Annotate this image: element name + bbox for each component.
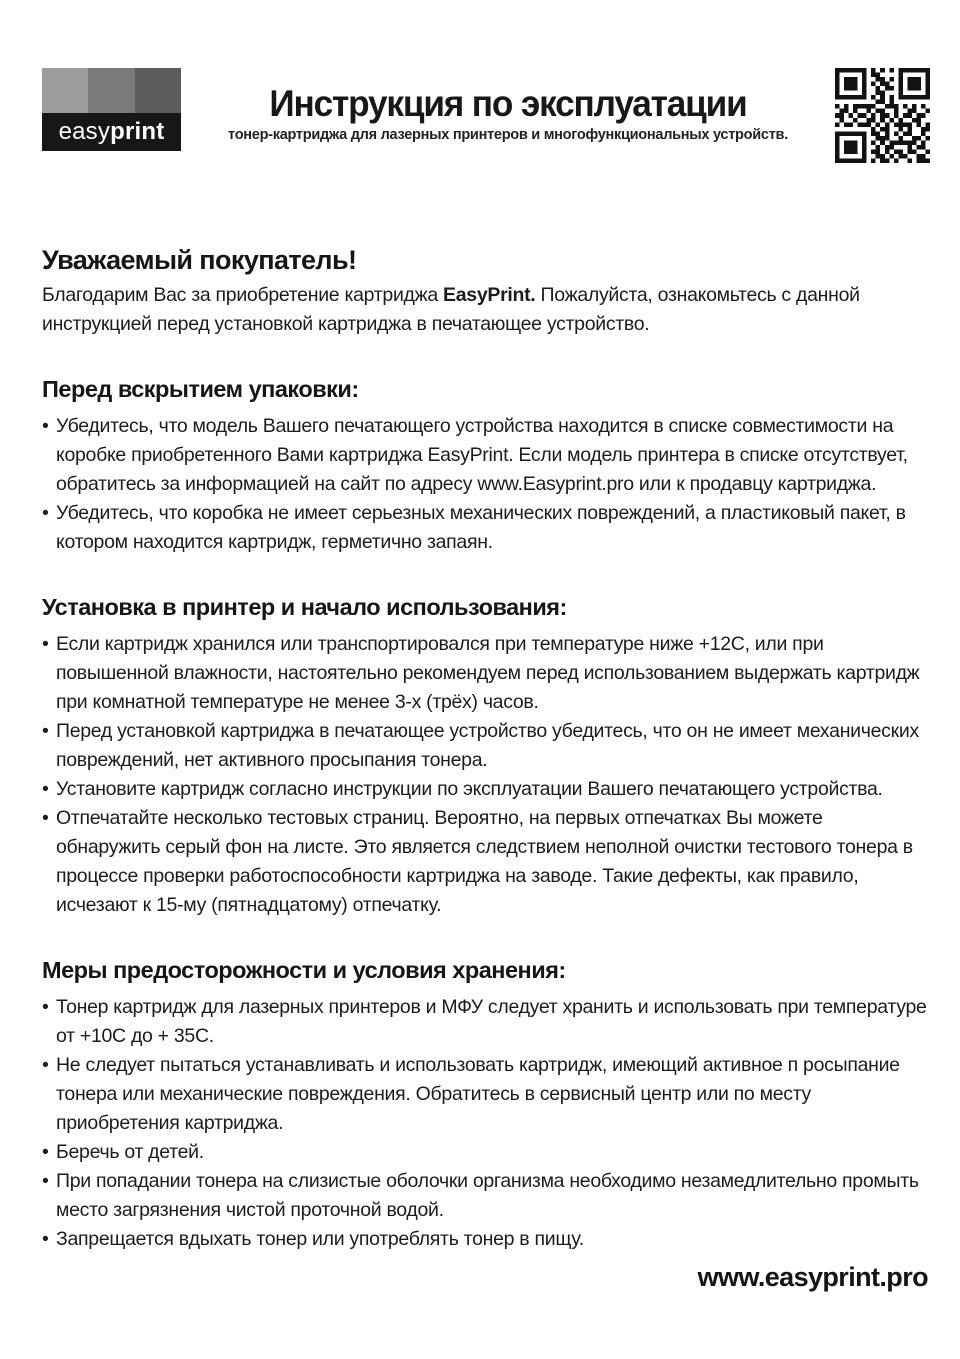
logo-color-square xyxy=(42,68,88,113)
greeting-heading: Уважаемый покупатель! xyxy=(42,245,357,275)
section-heading-precautions: Меры предосторожности и условия хранения: xyxy=(42,957,566,983)
list-item: • Тонер картридж для лазерных принтеров и МФУ следует хранить и использовать при температуре от +10С до + 35С. xyxy=(42,993,930,1051)
intro-text-after-brand: Пожалуйста, ознакомьтесь с данной инструкцией перед установкой картриджа в печатающее устройство. xyxy=(42,284,860,335)
header xyxy=(42,68,930,163)
footer xyxy=(42,1262,930,1293)
brand-name: EasyPrint. xyxy=(443,284,536,306)
list-item: • При попадании тонера на слизистые оболочки организма необходимо незамедлительно промыть место загрязнения чистой проточной водой. xyxy=(42,1167,930,1225)
list-item: • Убедитесь, что коробка не имеет серьезных механических повреждений, а пластиковый пакет, в котором находится картридж, герметично запаян. xyxy=(42,499,930,557)
list-item: • Перед установкой картриджа в печатающее устройство убедитесь, что он не имеет механических повреждений, нет активного просыпания тонера. xyxy=(42,717,930,775)
title-block xyxy=(181,68,835,143)
section-precautions xyxy=(42,957,930,1254)
page-subtitle: тонер-картриджа для лазерных принтеров и многофункциональных устройств. xyxy=(228,126,788,143)
list-item: • Убедитесь, что модель Вашего печатающего устройства находится в списке совместимости на коробке приобретенного Вами картриджа EasyPrint. Если модель принтера в списке отсутствует, обратитесь за информацией на сайт по адресу www.Easyprint.pro или к продавцу картриджа. xyxy=(42,412,930,499)
list-item: • Если картридж хранился или транспортировался при температуре ниже +12С, или при повышенной влажности, настоятельно рекомендуем перед использованием выдержать картридж при комнатной температуре не менее 3-х (трёх) часов. xyxy=(42,630,930,717)
easyprint-logo xyxy=(42,68,181,151)
bullet-list-installation xyxy=(42,630,930,920)
logo-color-square xyxy=(88,68,134,113)
section-before-opening xyxy=(42,376,930,557)
logo-wordmark xyxy=(42,113,181,151)
section-greeting xyxy=(42,245,930,339)
intro-paragraph xyxy=(42,281,912,339)
list-item: • Отпечатайте несколько тестовых страниц. Вероятно, на первых отпечатках Вы можете обнаружить серый фон на листе. Это является следствием неполной очистки тестового тонера в процессе проверки работоспособности картриджа на заводе. Такие дефекты, как правило, исчезают к 15-му (пятнадцатому) отпечатку. xyxy=(42,804,930,920)
list-item: • Установите картридж согласно инструкции по эксплуатации Вашего печатающего устройства. xyxy=(42,775,930,804)
logo-text-print: print xyxy=(110,118,165,145)
logo-color-squares xyxy=(42,68,181,113)
bullet-list-precautions xyxy=(42,993,930,1254)
bullet-list-before-opening xyxy=(42,412,930,557)
page-title: Инструкция по эксплуатации xyxy=(269,83,747,124)
qr-code-icon xyxy=(835,68,930,163)
list-item: • Не следует пытаться устанавливать и использовать картридж, имеющий активное п росыпание тонера или механические повреждения. Обратитесь в сервисный центр или по месту приобретения картриджа. xyxy=(42,1051,930,1138)
section-heading-before-opening: Перед вскрытием упаковки: xyxy=(42,376,359,402)
section-installation xyxy=(42,594,930,920)
list-item: • Беречь от детей. xyxy=(42,1138,930,1167)
list-item: • Запрещается вдыхать тонер или употреблять тонер в пищу. xyxy=(42,1225,930,1254)
section-heading-installation: Установка в принтер и начало использования: xyxy=(42,594,567,620)
logo-text-easy: easy xyxy=(58,118,111,145)
intro-text-before-brand: Благодарим Вас за приобретение картриджа xyxy=(42,284,444,306)
logo-color-square xyxy=(135,68,181,113)
website-url: www.easyprint.pro xyxy=(697,1262,928,1292)
